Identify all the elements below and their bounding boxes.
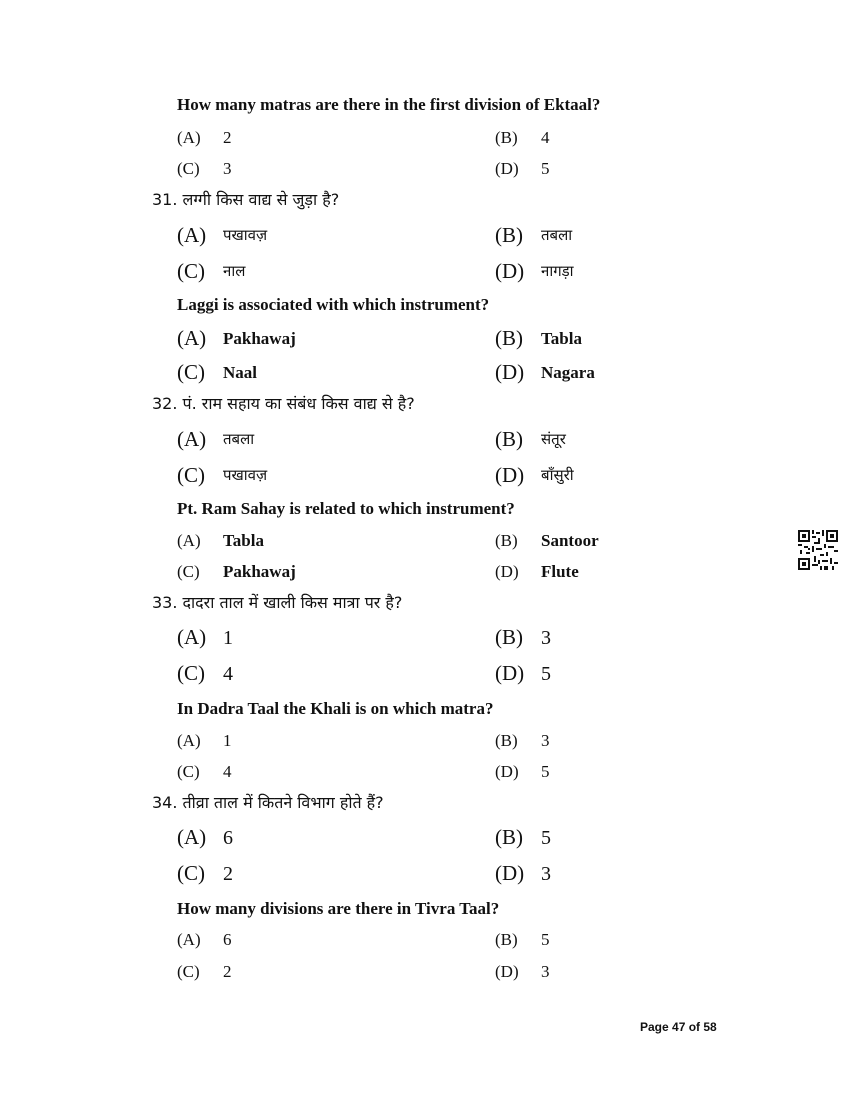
option-label: (D) bbox=[495, 360, 525, 384]
option-label: (D) bbox=[495, 562, 519, 581]
option-label: (D) bbox=[495, 661, 525, 685]
option-label: (C) bbox=[177, 259, 205, 283]
option-value: 3 bbox=[541, 962, 550, 981]
option-value: 1 bbox=[223, 627, 233, 649]
page-number: Page 47 of 58 bbox=[640, 1020, 717, 1034]
question-34-english: How many divisions are there in Tivra Taal? bbox=[177, 899, 500, 918]
question-32-hindi: 32. पं. राम सहाय का संबंध किस वाद्य से है? bbox=[152, 394, 415, 413]
option-value: 4 bbox=[223, 663, 233, 685]
option-label: (C) bbox=[177, 762, 200, 781]
option-value: 2 bbox=[223, 962, 232, 981]
question-33-english: In Dadra Taal the Khali is on which matra? bbox=[177, 699, 494, 718]
option-value: 3 bbox=[541, 863, 551, 885]
option-label: (A) bbox=[177, 223, 207, 247]
qr-code-icon bbox=[798, 530, 838, 570]
option-label: (B) bbox=[495, 930, 518, 949]
option-label: (B) bbox=[495, 531, 518, 550]
option-value: बाँसुरी bbox=[541, 466, 574, 484]
option-value: 5 bbox=[541, 663, 551, 685]
option-value: 3 bbox=[541, 731, 550, 750]
option-label: (D) bbox=[495, 259, 525, 283]
option-label: (D) bbox=[495, 962, 519, 981]
option-label: (C) bbox=[177, 159, 200, 178]
option-label: (D) bbox=[495, 463, 525, 487]
option-label: (C) bbox=[177, 861, 205, 885]
option-value: Tabla bbox=[541, 329, 582, 348]
option-label: (A) bbox=[177, 531, 201, 550]
option-value: 5 bbox=[541, 827, 551, 849]
option-label: (D) bbox=[495, 762, 519, 781]
option-value: Flute bbox=[541, 562, 579, 581]
question-34-hindi: 34. तीव्रा ताल में कितने विभाग होते हैं? bbox=[152, 793, 384, 812]
option-label: (A) bbox=[177, 930, 201, 949]
option-label: (A) bbox=[177, 128, 201, 147]
question-33-hindi: 33. दादरा ताल में खाली किस मात्रा पर है? bbox=[152, 593, 403, 612]
option-value: नागड़ा bbox=[541, 262, 574, 280]
option-label: (C) bbox=[177, 661, 205, 685]
option-label: (B) bbox=[495, 427, 523, 451]
option-label: (B) bbox=[495, 326, 523, 350]
option-value: 5 bbox=[541, 762, 550, 781]
option-label: (D) bbox=[495, 159, 519, 178]
option-value: तबला bbox=[541, 226, 573, 244]
option-value: पखावज़ bbox=[223, 226, 268, 244]
option-value: 5 bbox=[541, 159, 550, 178]
option-value: 3 bbox=[223, 159, 232, 178]
option-value: 5 bbox=[541, 930, 550, 949]
option-value: 3 bbox=[541, 627, 551, 649]
option-label: (A) bbox=[177, 427, 207, 451]
option-value: Pakhawaj bbox=[223, 562, 296, 581]
option-value: 2 bbox=[223, 863, 233, 885]
question-31-hindi: 31. लग्गी किस वाद्य से जुड़ा है? bbox=[152, 190, 340, 209]
option-value: Naal bbox=[223, 363, 257, 382]
option-value: संतूर bbox=[541, 430, 566, 448]
option-value: Pakhawaj bbox=[223, 329, 296, 348]
question-32-english: Pt. Ram Sahay is related to which instrument? bbox=[177, 499, 515, 518]
option-label: (A) bbox=[177, 326, 207, 350]
option-label: (C) bbox=[177, 562, 200, 581]
option-value: 4 bbox=[541, 128, 550, 147]
option-value: तबला bbox=[223, 430, 255, 448]
option-value: 2 bbox=[223, 128, 232, 147]
question-31-english: Laggi is associated with which instrument? bbox=[177, 295, 490, 314]
option-label: (B) bbox=[495, 128, 518, 147]
option-label: (A) bbox=[177, 625, 207, 649]
option-value: Tabla bbox=[223, 531, 264, 550]
option-value: Santoor bbox=[541, 531, 599, 550]
option-label: (A) bbox=[177, 825, 207, 849]
option-value: 6 bbox=[223, 827, 233, 849]
option-label: (C) bbox=[177, 463, 205, 487]
option-label: (B) bbox=[495, 223, 523, 247]
option-value: नाल bbox=[223, 262, 246, 280]
option-value: Nagara bbox=[541, 363, 595, 382]
option-label: (C) bbox=[177, 360, 205, 384]
option-value: पखावज़ bbox=[223, 466, 268, 484]
option-label: (B) bbox=[495, 825, 523, 849]
option-value: 1 bbox=[223, 731, 232, 750]
option-value: 6 bbox=[223, 930, 232, 949]
option-label: (B) bbox=[495, 731, 518, 750]
question-30-english: How many matras are there in the first division of Ektaal? bbox=[177, 95, 601, 114]
option-label: (D) bbox=[495, 861, 525, 885]
option-label: (A) bbox=[177, 731, 201, 750]
option-label: (C) bbox=[177, 962, 200, 981]
option-label: (B) bbox=[495, 625, 523, 649]
option-value: 4 bbox=[223, 762, 232, 781]
